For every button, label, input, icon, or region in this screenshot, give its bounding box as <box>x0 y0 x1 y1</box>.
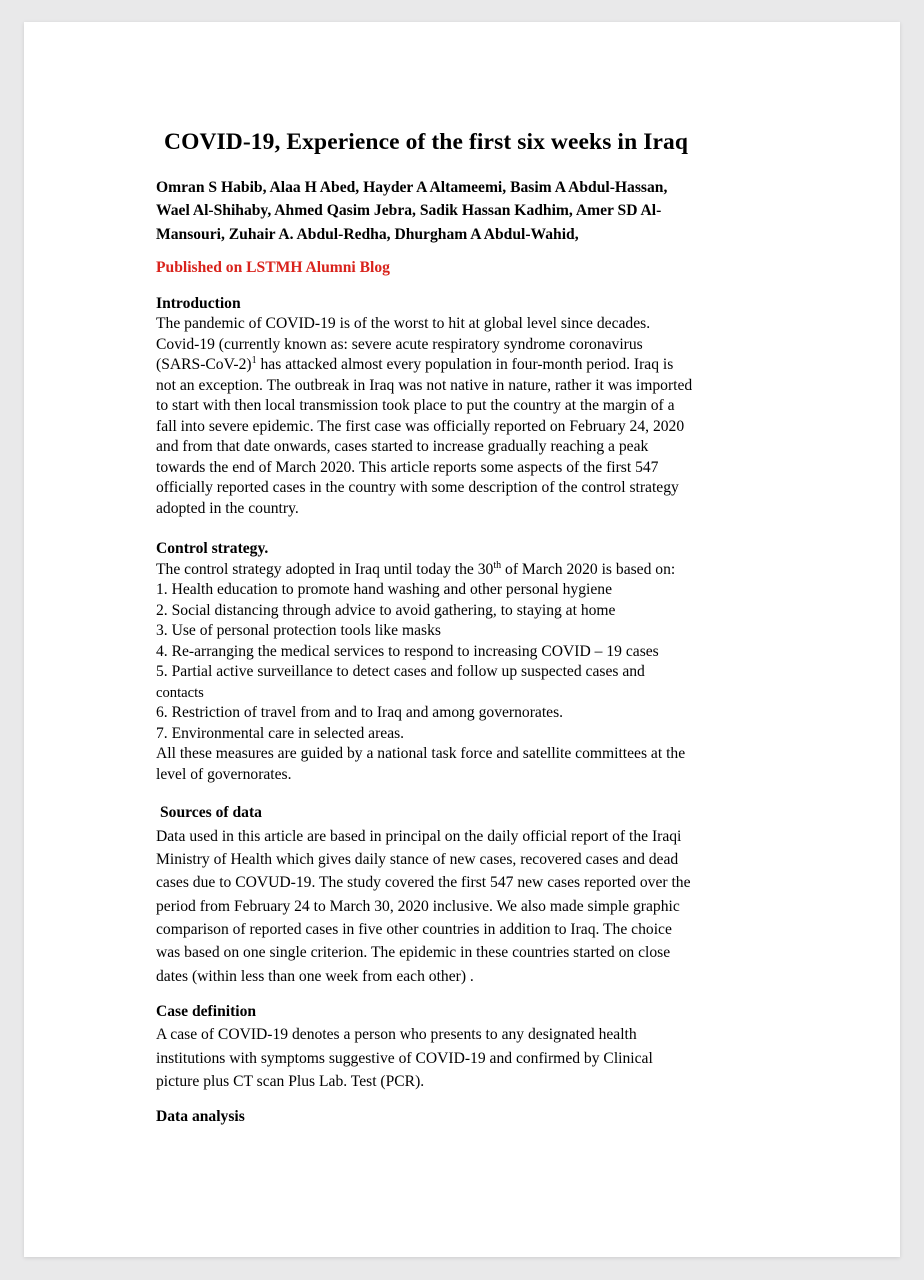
text-line: was based on one single criterion. The epidemic in these countries started on close <box>156 944 671 962</box>
sources-section <box>156 803 768 988</box>
text-line <box>156 355 768 376</box>
case-definition-paragraph <box>156 1023 768 1093</box>
text-line: officially reported cases in the country with some description of the control strategy <box>156 479 679 497</box>
list-item: 6. Restriction of travel from and to Iraq and among governorates. <box>156 704 564 722</box>
text-line: towards the end of March 2020. This article reports some aspects of the first 547 <box>156 458 659 476</box>
text-span: has attacked almost every population in four-month period. Iraq is <box>256 356 674 374</box>
author-line: Mansouri, Zuhair A. Abdul-Redha, Dhurgham A Abdul-Wahid, <box>156 225 579 243</box>
list-item: 2. Social distancing through advice to avoid gathering, to staying at home <box>156 601 616 619</box>
data-analysis-section <box>156 1107 768 1128</box>
sources-paragraph <box>156 825 768 988</box>
list-item: contacts <box>156 684 204 701</box>
text-line: Covid-19 (currently known as: severe acute respiratory syndrome coronavirus <box>156 335 643 353</box>
text-line: adopted in the country. <box>156 499 299 517</box>
text-line: A case of COVID-19 denotes a person who presents to any designated health <box>156 1026 637 1044</box>
introduction-paragraph <box>156 314 768 519</box>
list-item: 4. Re-arranging the medical services to respond to increasing COVID – 19 cases <box>156 642 659 660</box>
author-line: Wael Al-Shihaby, Ahmed Qasim Jebra, Sadik Hassan Kadhim, Amer SD Al- <box>156 202 662 220</box>
text-line: All these measures are guided by a national task force and satellite committees at the <box>156 745 686 763</box>
text-line: Ministry of Health which gives daily stance of new cases, recovered cases and dead <box>156 851 679 869</box>
list-item: 7. Environmental care in selected areas. <box>156 724 405 742</box>
text-line: period from February 24 to March 30, 2020 inclusive. We also made simple graphic <box>156 897 680 915</box>
author-list <box>156 176 768 246</box>
control-strategy-paragraph <box>156 560 768 786</box>
author-line: Omran S Habib, Alaa H Abed, Hayder A Altameemi, Basim A Abdul-Hassan, <box>156 179 668 196</box>
text-span: The control strategy adopted in Iraq until today the 30 <box>156 560 494 578</box>
text-line: and from that date onwards, cases started to increase gradually reaching a peak <box>156 438 649 456</box>
text-line: comparison of reported cases in five other countries in addition to Iraq. The choice <box>156 921 672 939</box>
document-page <box>24 22 900 1257</box>
text-line: The pandemic of COVID-19 is of the worst to hit at global level since decades. <box>156 315 651 333</box>
text-line: institutions with symptoms suggestive of COVID-19 and confirmed by Clinical <box>156 1049 653 1067</box>
list-item: 5. Partial active surveillance to detect cases and follow up suspected cases and <box>156 663 645 681</box>
control-strategy-heading: Control strategy. <box>156 540 269 558</box>
data-analysis-heading: Data analysis <box>156 1108 245 1126</box>
text-span: of March 2020 is based on: <box>501 560 676 578</box>
text-line: dates (within less than one week from each other) . <box>156 967 474 985</box>
text-line: cases due to COVUD-19. The study covered the first 547 new cases reported over the <box>156 874 691 892</box>
list-item: 1. Health education to promote hand washing and other personal hygiene <box>156 581 612 599</box>
text-line <box>156 560 768 581</box>
introduction-section <box>156 294 768 520</box>
text-line: picture plus CT scan Plus Lab. Test (PCR). <box>156 1073 425 1091</box>
superscript: th <box>493 559 502 571</box>
text-line: fall into severe epidemic. The first case was officially reported on February 24, 2020 <box>156 417 685 435</box>
text-line: Data used in this article are based in principal on the daily official report of the Iraqi <box>156 827 682 845</box>
text-line: not an exception. The outbreak in Iraq was not native in nature, rather it was imported <box>156 376 693 394</box>
text-line: level of governorates. <box>156 765 292 783</box>
document-title: COVID-19, Experience of the first six weeks in Iraq <box>164 129 689 155</box>
published-note: Published on LSTMH Alumni Blog <box>156 258 390 276</box>
list-item: 3. Use of personal protection tools like masks <box>156 622 441 640</box>
sources-heading: Sources of data <box>160 804 262 822</box>
case-definition-heading: Case definition <box>156 1002 257 1020</box>
text-line: to start with then local transmission took place to put the country at the margin of a <box>156 397 675 415</box>
control-strategy-section <box>156 539 768 785</box>
footnote-reference: 1 <box>251 355 257 367</box>
introduction-heading: Introduction <box>156 294 241 312</box>
document-content <box>156 124 768 1128</box>
case-definition-section <box>156 1002 768 1093</box>
text-span: (SARS-CoV-2) <box>156 356 252 374</box>
